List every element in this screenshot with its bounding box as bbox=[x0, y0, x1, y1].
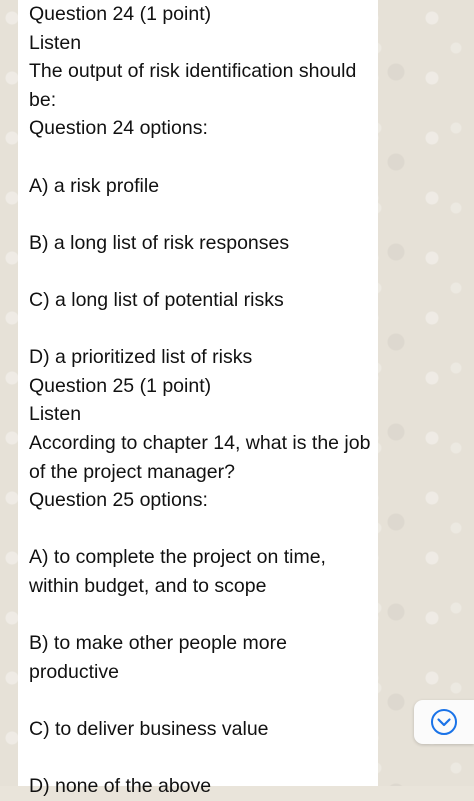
question-25-option-d: D) none of the above bbox=[29, 775, 212, 798]
blank-line bbox=[29, 315, 367, 344]
question-24-listen[interactable]: Listen bbox=[29, 31, 82, 54]
question-25-text-line-2: of the project manager? bbox=[29, 460, 235, 483]
question-25-option-c: C) to deliver business value bbox=[29, 717, 269, 740]
question-25-option-a-line-1: A) to complete the project on time, bbox=[29, 546, 326, 569]
question-24-option-c: C) a long list of potential risks bbox=[29, 288, 284, 311]
question-25-options-label: Question 25 options: bbox=[29, 489, 208, 512]
question-24-option-b: B) a long list of risk responses bbox=[29, 231, 290, 254]
question-24-option-d: D) a prioritized list of risks bbox=[29, 346, 253, 369]
blank-line bbox=[29, 686, 367, 715]
question-24-options-label: Question 24 options: bbox=[29, 117, 208, 140]
question-25-option-b-line-1: B) to make other people more bbox=[29, 632, 287, 655]
blank-line bbox=[29, 143, 367, 172]
question-25-option-b-line-2: productive bbox=[29, 660, 119, 683]
blank-line bbox=[29, 515, 367, 544]
question-25-header: Question 25 (1 point) bbox=[29, 374, 212, 397]
question-25-option-a-line-2: within budget, and to scope bbox=[29, 574, 267, 597]
blank-line bbox=[29, 200, 367, 229]
question-24-text-line-1: The output of risk identification should bbox=[29, 60, 357, 83]
question-25-text-line-1: According to chapter 14, what is the job bbox=[29, 431, 371, 454]
scroll-to-bottom-button[interactable] bbox=[414, 700, 474, 744]
message-text bbox=[29, 0, 371, 801]
question-25-listen[interactable]: Listen bbox=[29, 403, 82, 426]
blank-line bbox=[29, 257, 367, 286]
blank-line bbox=[29, 600, 367, 629]
blank-line bbox=[29, 743, 367, 772]
chevron-down-circle-icon bbox=[430, 708, 458, 736]
question-24-header: Question 24 (1 point) bbox=[29, 3, 212, 25]
question-24-text-line-2: be: bbox=[29, 88, 57, 111]
question-24-option-a: A) a risk profile bbox=[29, 174, 160, 197]
message-bubble[interactable] bbox=[18, 0, 378, 798]
